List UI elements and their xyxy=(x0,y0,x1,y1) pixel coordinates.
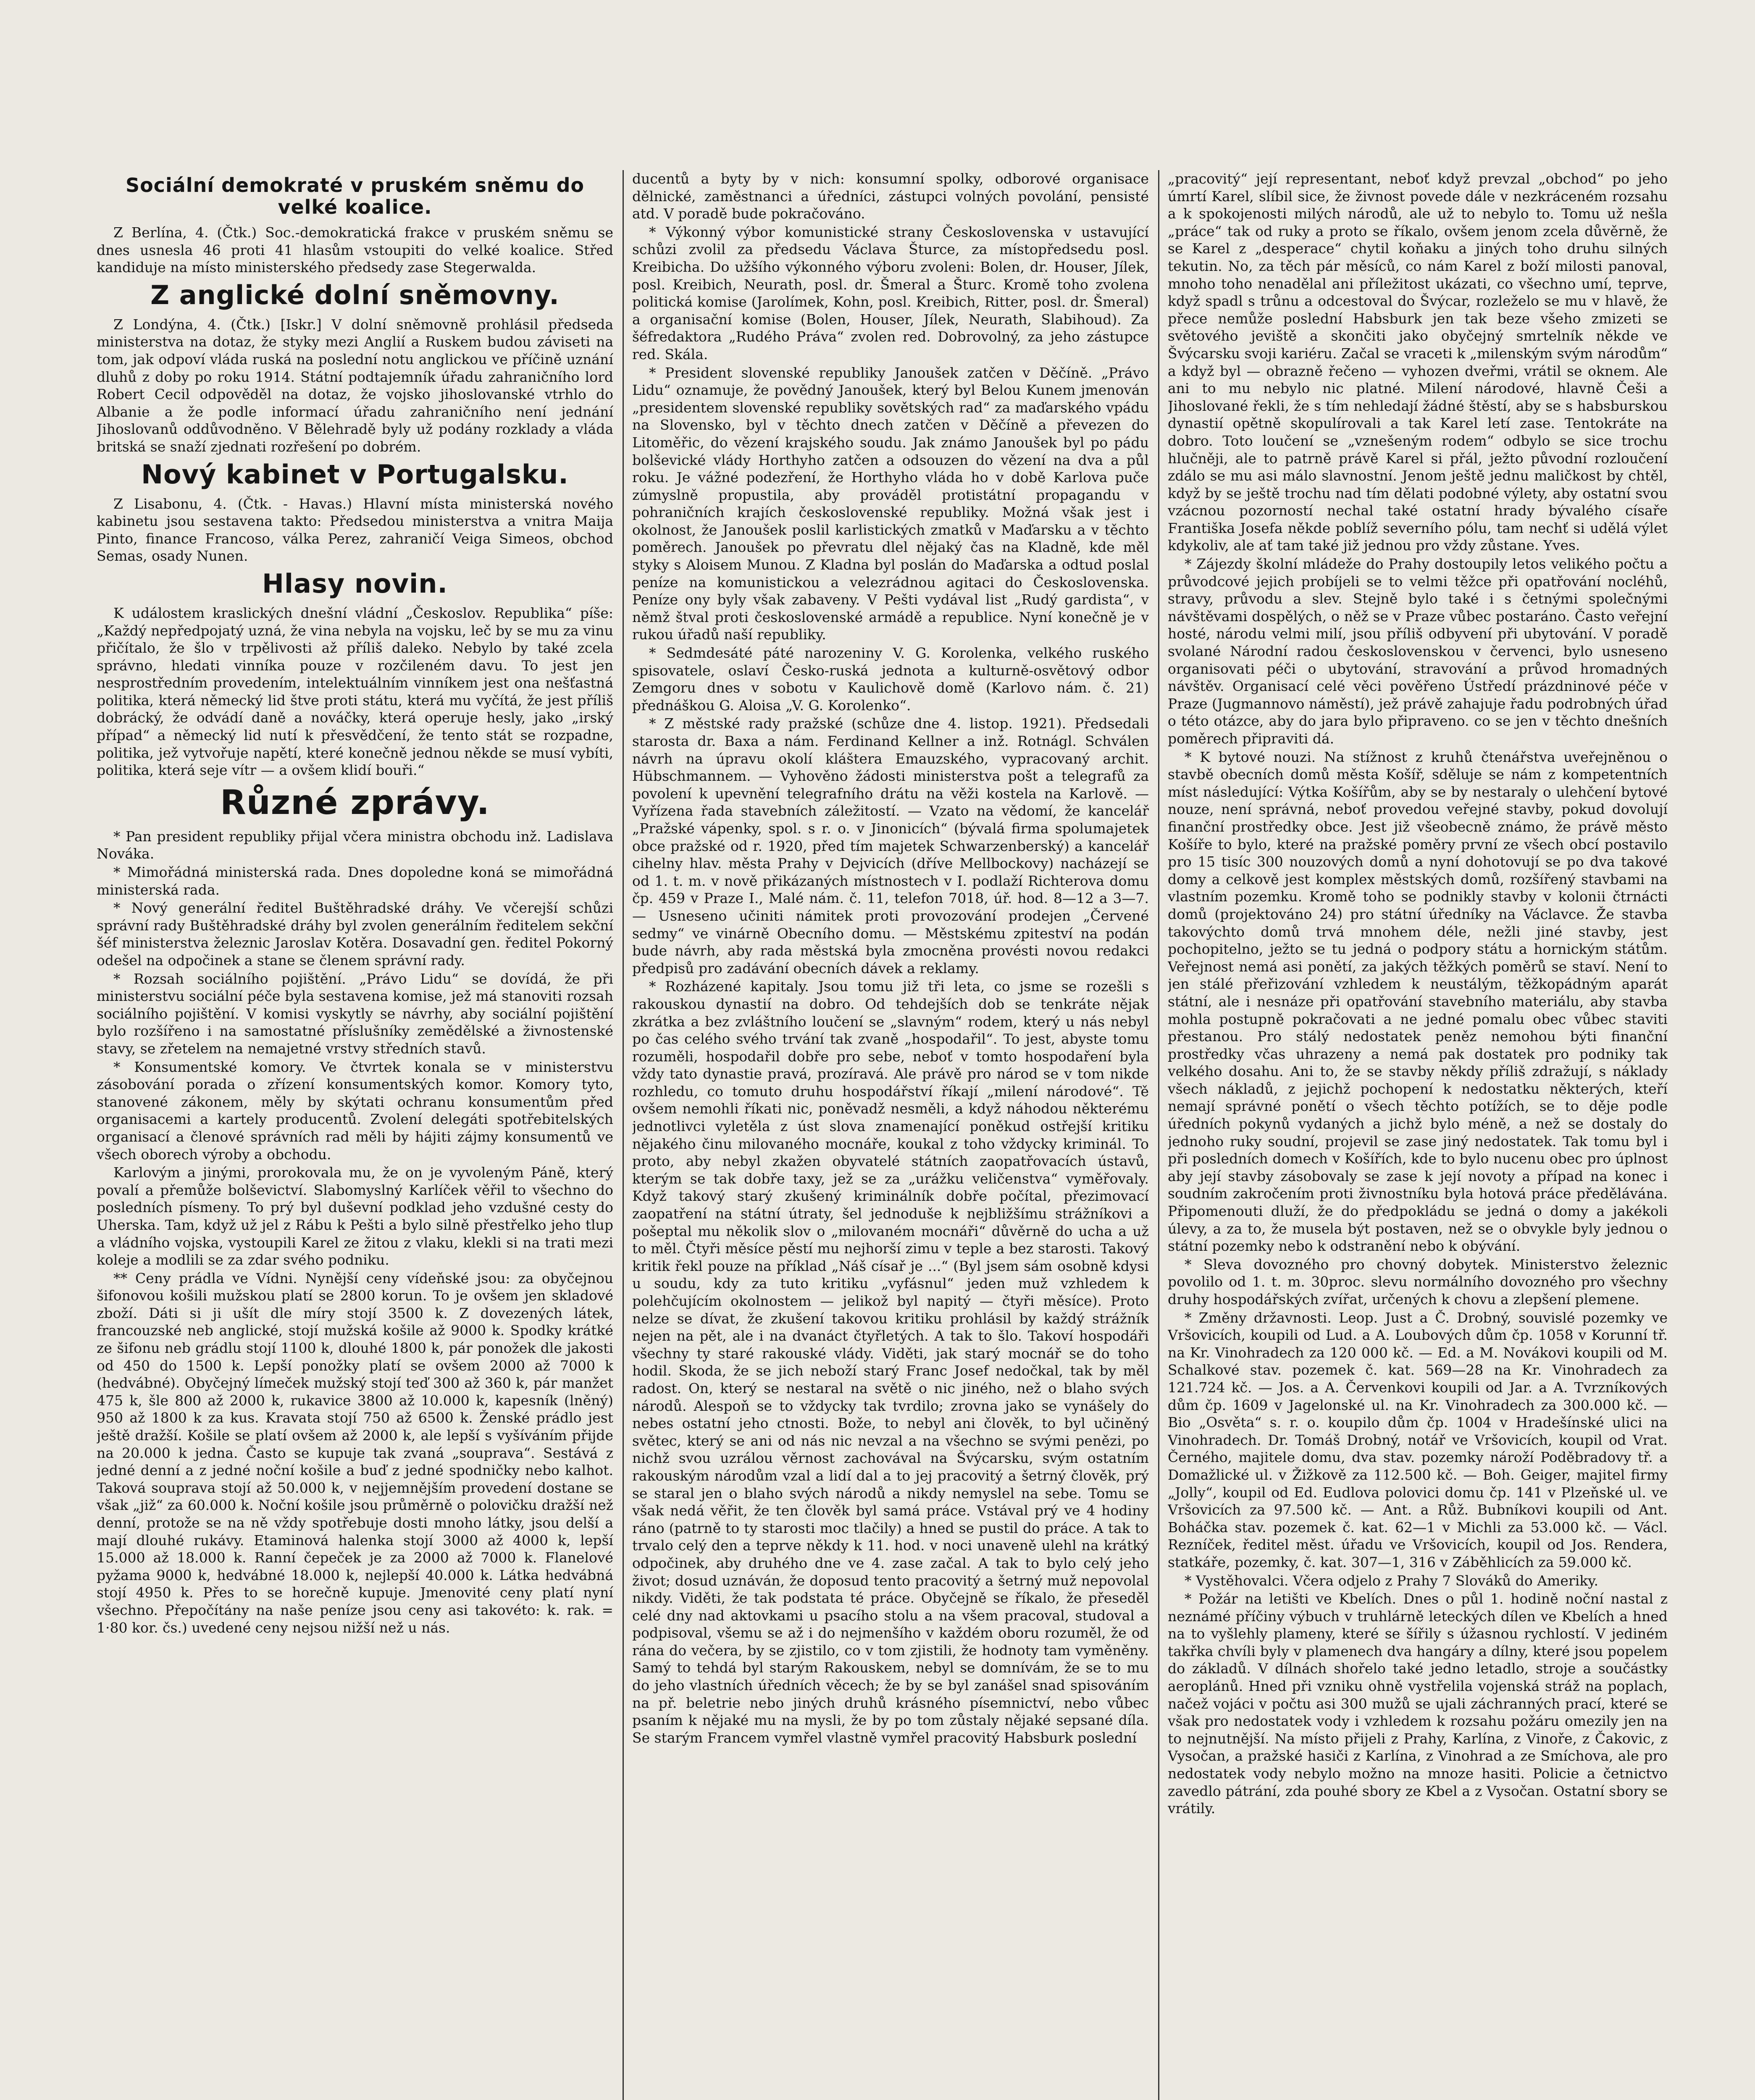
article-paragraph: ducentů a byty by v nich: konsumní spolky, odborové organisace dělnické, zaměstnanci a úředníci, zástupci volných povolání, pensisté atd. V poradě bude pokračováno. xyxy=(632,171,1149,222)
article-paragraph: * Výkonný výbor komunistické strany Československa v ustavující schůzi zvolil za předsedu Václava Šturce, za místopředsedu posl. Kreibicha. Do užšího výkonného výboru zvoleni: Bolen, dr. Houser, Jílek, posl. Kreibich, Neurath, posl. dr. Šmeral a Šturc. Kromě toho zvolena politická komise (Jarolímek, Kohn, posl. Kreibich, Ritter, posl. dr. Šmeral) a organisační komise (Bolen, Houser, Jílek, Neurath, Slabihoud). Za šéfredaktora „Rudého Práva“ zvolen red. Dobrovolný, za jeho zástupce red. Skála. xyxy=(632,223,1149,362)
article-paragraph: Z Lisabonu, 4. (Čtk. - Havas.) Hlavní místa ministerská nového kabinetu jsou sestavena takto: Předsedou ministerstva a vnitra Maija Pinto, finance Francoso, válka Perez, zahraničí Veiga Simeos, obchod Semas, osady Nunen. xyxy=(97,495,613,564)
article-paragraph: Z Berlína, 4. (Čtk.) Soc.-demokratická frakce v pruském sněmu se dnes usnesla 46 proti 41 hlasům vstoupiti do velké koalice. Střed kandiduje na místo ministerského předsedy zase Stegerwalda. xyxy=(97,224,613,276)
article-paragraph: * President slovenské republiky Janoušek zatčen v Děčíně. „Právo Lidu“ oznamuje, že povědný Janoušek, který byl Belou Kunem jmenován „presidentem slovenské republiky sovětských rad“ za maďarského vpádu na Slovensko, byl v těchto dnech zatčen v Děčíně a převezen do Litoměřic, do vězení krajského soudu. Jak známo Janoušek byl po pádu bolševické vlády Horthyho zatčen a odsouzen do vězení na dva a půl roku. Je vážné podezření, že Horthyho vláda ho v době Karlova puče zúmyslně propustila, aby prováděl protistátní propagandu v pohraničních krajích československé republiky. Možná však jest i okolnost, že Janoušek poslil karlistických zmatků v Maďarsku a v těchto poměrech. Janoušek po převratu dlel nějaký čas na Kladně, kde měl styky s Aloisem Munou. Z Kladna byl poslán do Maďarska a odtud poslal peníze na komunistickou a velezrádnou agitaci do Československa. Peníze ony byly však zabaveny. V Pešti vydával list „Rudý gardista“, v němž štval proti československé armádě a republice. Nyní konečně je v rukou úřadů naší republiky. xyxy=(632,364,1149,643)
newspaper-page xyxy=(97,170,1668,2100)
column-1 xyxy=(97,170,613,2100)
column-2 xyxy=(632,170,1149,2100)
article-paragraph: * Sleva dovozného pro chovný dobytek. Ministerstvo železnic povolilo od 1. t. m. 30proc. slevu normálního dovozného pro všechny druhy hospodářských zvířat, určených k chovu a zlepšení plemene. xyxy=(1168,1256,1668,1307)
article-headline: Různé zprávy. xyxy=(220,782,490,822)
article-paragraph: * Pan president republiky přijal včera ministra obchodu inž. Ladislava Nováka. xyxy=(97,828,613,862)
article-paragraph: * Z městské rady pražské (schůze dne 4. listop. 1921). Předsedali starosta dr. Baxa a nám. Ferdinand Kellner a inž. Rotnágl. Schválen návrh na úpravu okolí kláštera Emauzského, vypracovaný archit. Hübschmannem. — Vyhověno žádosti ministerstva pošt a telegrafů za povolení k upevnění telegrafního drátu na věži kostela na Karlově. — Vyřízena řada stavebních záležitostí. — Vzato na vědomí, že kancelář „Pražské vápenky, spol. s r. o. v Jinonicích“ (bývalá firma spolumajetek obce pražské od r. 1920, před tím majetek Schwarzenberský) a kancelář cihelny hlav. města Prahy v Dejvicích (dříve Mellbockovy) nacházejí se od 1. t. m. v nově přikázaných místnostech v I. podlaží Richterova domu čp. 459 v Praze I., Malé nám. č. 11, telefon 7018, úř. hod. 8—12 a 3—7. — Usneseno učiniti námitek proti provozování prodejen „Červené sedmy“ ve vinárně Obecního domu. — Městskému zpiteství na podán bude návrh, aby rada městská byla zmocněna provésti novou redakci předpisů pro zadávání obecních dávek a reklamy. xyxy=(632,715,1149,976)
article-paragraph: ** Ceny prádla ve Vídni. Nynější ceny vídeňské jsou: za obyčejnou šifonovou košili mužskou platí se 2800 korun. To je ovšem jen skladové zboží. Dáti si ji ušít dle míry stojí 3500 k. Z dovezených látek, francouzské neb anglické, stojí mužská košile až 9000 k. Spodky krátké ze šifonu neb grádlu stojí 1100 k, dlouhé 1800 k, pár ponožek dle jakosti od 450 do 1500 k. Lepší ponožky platí se ovšem 2000 až 7000 k (hedvábné). Obyčejný límeček mužský stojí teď 300 až 360 k, pár manžet 475 k, šle 800 až 2000 k, rukavice 3800 až 10.000 k, kapesník (lněný) 950 až 1800 k za kus. Kravata stojí 750 až 6500 k. Ženské prádlo jest ještě dražší. Košile se platí ovšem až 2000 k, ale lepší s vyšíváním přijde na 20.000 k jedna. Často se kupuje tak zvaná „souprava“. Sestává z jedné denní a z jedné noční košile a buď z jedné spodničky nebo kalhot. Taková souprava stojí až 50.000 k, v nejjemnějším provedení dostane se však „již“ za 60.000 k. Noční košile jsou průměrně o polovičku dražší než denní, protože se na ně vždy spotřebuje dosti mnoho látky, jsou delší a mají dlouhé rukávy. Etaminová halenka stojí 3000 až 4000 k, lepší 15.000 až 18.000 k. Ranní čepeček je za 2000 až 7000 k. Flanelové pyžama 9000 k, hedvábné 18.000 k, nejlepší 40.000 k. Látka hedvábná stojí 4950 k. Přes to se horečně kupuje. Jmenovité ceny platí nyní všechno. Přepočítány na naše peníze jsou ceny asi takovéto: k. rak. = 1·80 kor. čs.) uvedené ceny nejsou nižší než u nás. xyxy=(97,1270,613,1636)
article-paragraph: * Vystěhovalci. Včera odjelo z Prahy 7 Slováků do Ameriky. xyxy=(1185,1572,1599,1589)
article-paragraph: * Sedmdesáté páté narozeniny V. G. Korolenka, velkého ruského spisovatele, oslaví Česko-ruská jednota a kulturně-osvětový odbor Zemgoru dnes v sobotu v Kaulichově domě (Karlovo nám. č. 21) přednáškou G. Aloisa „V. G. Korolenko“. xyxy=(632,645,1149,714)
article-paragraph: Z Londýna, 4. (Čtk.) [Iskr.] V dolní sněmovně prohlásil předseda ministerstva na dotaz, že styky mezi Anglií a Ruskem budou záviseti na tom, jak odpoví vláda ruská na poslední notu anglickou ve příčině uznání dluhů z doby po roku 1914. Státní podtajemník úřadu zahraničního lord Robert Cecil odpověděl na dotaz, že vojsko jihoslovanské vtrhlo do Albanie a že podle informací úřadu zahraničního není jednání Jihoslovanů oddůvodněno. V Bělehradě byly už podány rozklady a vláda britská se snaží zjednati rozřešení po dobrém. xyxy=(97,316,613,455)
column-3 xyxy=(1168,170,1668,2100)
article-headline: Z anglické dolní sněmovny. xyxy=(150,279,560,310)
article-paragraph: * Mimořádná ministerská rada. Dnes dopoledne koná se mimořádná ministerská rada. xyxy=(97,864,613,898)
article-headline: Nový kabinet v Portugalsku. xyxy=(141,459,569,490)
article-paragraph: Karlovým a jinými, prorokovala mu, že on je vyvoleným Páně, který povalí a přemůže bolševictví. Slabomyslný Karlíček věřil to všechno do posledních písmeny. To prý byl duševní podklad jeho vzdušné cesty do Uherska. Tam, když už jel z Rábu k Pešti a bylo silně přestřelko jeho tlup a vládního vojska, vystoupili Karel ze žitou z vlaku, klekli si na trati mezi koleje a modlili se za zdar svého podniku. xyxy=(97,1164,613,1268)
column-divider xyxy=(623,170,624,2100)
article-paragraph: * Změny državnosti. Leop. Just a Č. Drobný, souvislé pozemky ve Vršovicích, koupili od Lud. a A. Loubových dům čp. 1058 v Korunní tř. na Kr. Vinohradech za 120 000 kč. — Ed. a M. Novákovi koupili od M. Schalkové stav. pozemek č. kat. 569—28 na Kr. Vinohradech za 121.724 kč. — Jos. a A. Červenkovi koupili od Jar. a A. Tvrzníkových dům čp. 1609 v Jagelonské ul. na Kr. Vinohradech za 300.000 kč. — Bio „Osvěta“ s. r. o. koupilo dům čp. 1004 v Hradešínské ulici na Vinohradech. Dr. Tomáš Drobný, notář ve Vršovicích, koupil od Vrat. Černého, majitele domu, dva stav. pozemky nároží Poděbradovy tř. a Domažlické ul. v Žižkově za 112.500 kč. — Boh. Geiger, majitel firmy „Jolly“, koupil od Ed. Eudlova polovici domu čp. 141 v Plzeňské ul. ve Vršovicích za 97.500 kč. — Ant. a Růž. Bubníkovi koupili od Ant. Boháčka stav. pozemek č. kat. 62—1 v Michli za 53.000 kč. — Václ. Rezníček, ředitel měst. úřadu ve Vršovicích, koupil od Jos. Rendera, statkáře, pozemky, č. kat. 307—1, 316 v Záběhlicích za 59.000 kč. xyxy=(1168,1309,1668,1570)
article-paragraph: K událostem kraslických dnešní vládní „Českoslov. Republika“ píše: „Každý nepředpojatý uzná, že vina nebyla na vojsku, leč by se mu za vinu přičítalo, že šlo v trpělivosti až příliš daleko. Nebylo by také zcela správno, hledati vinníka pouze v rozčileném davu. To jest jen nesprostředním provedením, intelektuálním vinníkem jest ona nešťastná politika, která německý lid štve proti státu, která mu vyčítá, že jest příliš dobrácký, že odvádí daně a nováčky, která operuje hesly, jako „irský případ“ a německý lid nutí k přesvědčení, že tento stát se rozpadne, politika, jež vytvořuje napětí, které konečně jednou někde se musí vybíti, politika, která seje vítr — a ovšem klidí bouři.“ xyxy=(97,604,613,779)
article-paragraph: * Nový generální ředitel Buštěhradské dráhy. Ve včerejší schůzi správní rady Buštěhradské dráhy byl zvolen generálním ředitelem sekční šéf ministerstva železnic Jaroslav Kotěra. Dosavadní gen. ředitel Pokorný odešel na odpočinek a stane se členem správní rady. xyxy=(97,900,613,969)
article-paragraph: * K bytové nouzi. Na stížnost z kruhů čtenářstva uveřejněnou o stavbě obecních domů města Košíř, sděluje se nám z kompetentních míst následující: Výtka Košířům, aby se by nestaraly o ulehčení bytové nouze, není správná, neboť provedou veřejné stavby, pokud dovolují finanční prostředky obce. Jest již všeobecně známo, že právě město Košíře to bylo, které na pražské poměry první ze všech obcí postavilo pro 15 tisíc 300 nouzových domů a nyní dohotovují se po dva takové domy a celkově jest komplex městských domů, rozšířený stavbami na vlastním pozemku. Kromě toho se podnikly stavby v kolonii čtrnácti domů (projektováno 24) pro státní úředníky na Václavce. Že stavba takovýchto domů trvá mnohem déle, nežli jiné stavby, jest pochopitelno, ježto se tu jedná o podpory státu a hornickým státům. Veřejnost nemá asi ponětí, za jakých těžkých poměrů se staví. Není to jen stálé přeřizování vzhledem k neustálým, těžkopádným aparát státní, ale i nesnáze při opatřování stavebního materiálu, aby stavba mohla postupně pokračovati a ne jedné pomalu obec vůbec staviti přestanou. Pro stálý nedostatek peněz nemohou býti finanční prostředky včas uhrazeny a nemá pak dostatek pro podniky tak velkého dosahu. Ani to, že se stavby někdy příliš zdražují, s náklady všech nákladů, z jejichž pochopení k nedostatku některých, kteří nemají správné ponětí o všech těchto potížích, se to děje podle úředních pokynů vydaných a jichž bylo méně, a než se dostaly do jednoho ruky soudní, projevil se zase jiný nedostatek. Tak tomu byl i při posledních domech v Košířích, kde to bylo nucenu obec pro úplnost aby její stavby zásobovaly se zase k její novoty a případ na konec i soudním zakročením proti živnostníku byla hotová práce předělávána. Připomenouti dluží, že do předpokládu se jedná o domy a jakékoli úlevy, a za to, že musela být postaven, než se o obvykle byly jednou o státní pozemky nebo k odstranění nebo k obývání. xyxy=(1168,748,1668,1255)
article-headline: Hlasy novin. xyxy=(262,568,448,599)
column-divider xyxy=(1158,170,1159,2100)
article-paragraph: * Zájezdy školní mládeže do Prahy dostoupily letos velikého počtu a průvodcové jejich probíjeli se to velmi těžce při opatřování nocléhů, stravy, průvodu a slev. Stejně bylo také i s četnými společnými návštěvami dospělých, o něž se v Praze vůbec postaráno. Často veřejní hosté, národu velmi milí, jsou příliš odbyvení při ubytování. V poradě svolané Národní radou československou v červenci, bylo usneseno organisovati péči o ubytování, stravování a průvod hromadných návštěv. Organisací celé věci pověřeno Ústředí prázdninové péče v Praze (Jugmannovo náměstí), jež právě zahajuje řadu podrobných úřad o této otázce, aby do jara bylo připraveno. co se jen v těchto dnešních poměrech připraviti dá. xyxy=(1168,556,1668,747)
article-paragraph: * Konsumentské komory. Ve čtvrtek konala se v ministerstvu zásobování porada o zřízení konsumentských komor. Komory tyto, stanovené zákonem, měly by skýtati ochranu konsumentům před organisacemi a kartely producentů. Zvolení delegáti spotřebitelských organisací a členové správních rad měli by hájiti zájmy konsumentů ve všech oborech výroby a obchodu. xyxy=(97,1058,613,1163)
article-paragraph: * Požár na letišti ve Kbelích. Dnes o půl 1. hodině noční nastal z neznámé příčiny výbuch v truhlárně leteckých dílen ve Kbelích a hned na to vyšlehly plameny, které se šířily s úžasnou rychlostí. V jediném takřka chvíli byly v plamenech dva hangáry a dílny, které jsou popelem do základů. V dílnách shořelo také jedno letadlo, stroje a součástky aeroplánů. Hned při vzniku ohně vystřelila vojenská stráž na poplach, načež vojáci v počtu asi 300 mužů se ujali záchranných prací, které se však pro nedostatek vody i vzhledem k rozsahu požáru omezily jen na to nejnutnější. Na místo přijeli z Prahy, Karlína, z Vinoře, z Čakovic, z Vysočan, a pražské hasiči z Karlína, z Vinohrad a ze Smíchova, ale pro nedostatek vody nebylo možno na mnoze hasiti. Policie a četnictvo zavedlo pátrání, zda pouhé sbory ze Kbel a z Vysočan. Ostatní sbory se vrátily. xyxy=(1168,1591,1668,1817)
article-headline: Sociální demokraté v pruském sněmu do velké koalice. xyxy=(125,174,585,218)
article-paragraph: „pracovitý“ její representant, neboť když prevzal „obchod“ po jeho úmrtí Karel, slíbil sice, že živnost povede dále v nezkráceném rozsahu a k spokojenosti milých národů, ale už to nebylo to. Tomu už nešla „práce“ tak od ruky a proto se říkalo, ovšem jenom zcela důvěrně, že se Karel z „desperace“ chytil koňaku a jiných toho druhu silných tekutin. No, za těch pár měsíců, co nám Karel z boží milosti panoval, mnoho toho nenadělal ani příležitost ukázati, co všechno umí, teprve, když spadl s trůnu a odcestoval do Švýcar, rozleželo se mu v hlavě, že přece nemůže poslední Habsburk jen tak beze všeho zmizeti se světového jeviště a skončiti jako obyčejný smrtelník někde ve Švýcarsku svoji kariéru. Začal se vraceti k „milenským svým národům“ a když byl — obrazně řečeno — vyhozen dveřmi, vrátil se oknem. Ale ani to mu nebylo nic platné. Milení národové, hlavně Češi a Jihoslované řekli, že s tím nehledají žádné štěstí, aby se s habsburskou dynastií opětně skopulírovali a tak Karel letí zase. Tentokráte na dobro. Toto loučení se „vznešeným rodem“ odbylo se sice trochu hlučněji, ale to patrně právě Karel si přál, ježto původní rozloučení zdálo se mu asi málo slavnostní. Jenom ještě jednu maličkost by chtěl, když by se ještě trochu nad tím dělati podobné výlety, aby ostatní svou vzácnou pozorností nechal také ostatní hrady bývalého císaře Františka Josefa někde poblíž severního pólu, tam nechť si udělá výlet kdykoliv, ale ať tam také již jednou pro vždy zůstane. Yves. xyxy=(1168,171,1668,554)
article-paragraph: * Rozsah sociálního pojištění. „Právo Lidu“ se dovídá, že při ministerstvu sociální péče byla sestavena komise, jež má stanoviti rozsah sociálního pojištění. V komisi vyskytly se návrhy, aby sociální pojištění bylo rozšířeno i na samostatné příslušníky zemědělské a živnostenské stavy, se zřetelem na nemajetné vrstvy středních stavů. xyxy=(97,970,613,1057)
article-paragraph: * Rozházené kapitaly. Jsou tomu již tři leta, co jsme se rozešli s rakouskou dynastií na dobro. Od tehdejších dob se tenkráte nějak zkrátka a bez zvláštního loučení se „slavným“ rodem, který u nás nebyl po čas celého svého trvání tak zvaně „hospodařil“. To jest, abyste tomu rozuměli, hospodařil dobře pro sebe, neboť v tomto hospodaření byla vždy tato dynastie pravá, prozíravá. Ale právě pro národ se v tom nikde rozhledu, co tomuto druhu hospodářství říkají „milení národové“. Tě ovšem nemohli říkati nic, poněvadž nesměli, a když náhodou některému jednotlivci vyletěla z úst slova znamenající poněkud ostřejší kritiku nějakého činu milovaného mocnáře, koukal z toho vždycky kriminál. To proto, aby nebyl zkažen obyvatelé státních zaopatřovacích ústavů, kterým se tak dobře taxy, jež se za „urážku veličenstva“ vyměřovaly. Když takový starý zkušený kriminálník dobře počítal, přezimovací zaopatření na státní útraty, šel jednoduše k nejbližšímu strážníkovi a pošeptal mu několik slov o „milovaném mocnáři“ důvěrně do ucha a už to měl. Čtyři měsíce pěstí mu nejhorší zimu v teple a bez starosti. Takový kritik řekl pouze na příklad „Náš císař je ...“ (Byl jsem sám osobně kdysi u soudu, kdy za tuto kritiku „vyfásnul“ jeden muž vzhledem k polehčujícím okolnostem — jelikož byl napitý — čtyři měsíce). Proto nelze se dívat, že zkušení takovou kritiku prohlásil by každý strážník nejen na pět, ale i na dvanáct čtyřletých. A tak to šlo. Takoví hospodáři všechny ty staré rakouské vlády. Viděti, jak starý mocnář se do toho hodil. Skoda, že se jich neboží starý Franc Josef nedočkal, tak by měl radost. On, který se nestaral na světě o nic jiného, než o blaho svých národů. Alespoň se to vždycky tak tvrdilo; zrovna jako se vynášely do nebes ostatní jeho ctnosti. Bože, to nebyl ani člověk, to byl učiněný světec, který se ani od nás nic nevzal a na všechno se svými penězi, po nichž svou uzrálou věrnost zachovával na Švýcarsku, svým ostatním rakouským národům vzal a lidí dal a to jej pracovitý a šetrný člověk, prý se staral jen o blaho svých národů a nikdy nemyslel na sebe. Tomu se však nedá věřit, že ten člověk byl samá práce. Vstával prý ve 4 hodiny ráno (patrně to ty starosti moc tlačily) a hned se pustil do práce. A tak to trvalo celý den a teprve někdy k 11. hod. v noci unaveně ulehl na krátký odpočinek, aby druhého dne ve 4. zase začal. A tak to bylo celý jeho život; dosud uznáván, že doposud tento pracovitý a šetrný muž nepovolal nikdy. Viděti, že tak podstata té práce. Obyčejně se říkalo, že přeseděl celé dny nad aktovkami u psacího stolu a na všem pracoval, studoval a podpisoval, všemu se až i do nejmenšího v každém oboru rozuměl, že od rána do večera, by se zjistilo, co v tom zjistili, že hodnoty tam vyměněny. Samý to tehdá byl starým Rakouskem, nebyl se domnívám, že se to mu do jeho vlastních úředních věcech; že by se byl zanášel snad spisováním na př. beletrie nebo jiných druhů krásného písemnictví, nebo vůbec psaním k nějaké mu na mysli, že by po tom zůstaly nějaké sepsané díla. Se starým Francem vymřel vlastně vymřel pracovitý Habsburk poslední xyxy=(632,978,1149,1746)
